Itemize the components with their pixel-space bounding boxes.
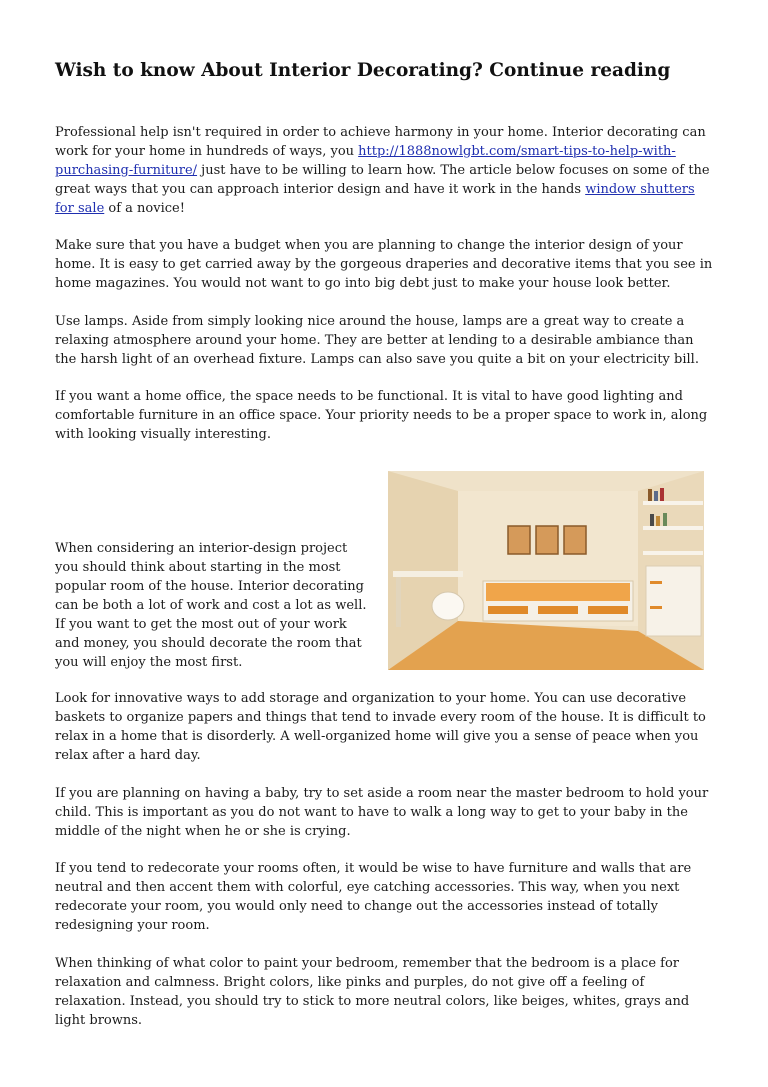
paragraph-home-office: If you want a home office, the space needs to be functional. It is vital to have good lighting and comfortable furniture in an office space. Your priority needs to be a proper space to work in, along with looking visually interesting. [55, 389, 708, 442]
article-title: Wish to know About Interior Decorating? Continue reading [55, 60, 671, 81]
paragraph-popular-room: When considering an interior-design project you should think about starting in the most popular room of the house. Interior decorating can be both a lot of work and cost a lot as well. If you want to get the most out of your work and money, you should decorate the room that you will enjoy the most first. [55, 541, 367, 670]
paragraph-baby-room: If you are planning on having a baby, try to set aside a room near the master bedroom to hold your child. This is important as you do not want to have to walk a long way to get to your baby in the middle of the night when he or she is crying. [55, 786, 709, 839]
furniture-tips-link[interactable]: http://1888nowlgbt.com/smart-tips-to-help-with-purchasing-furniture/ [55, 144, 676, 178]
intro-text-2: just have to be willing to learn how. The article below focuses on some of the great ways that you can approach interior design and have it work in the hands [55, 163, 710, 197]
paragraph-storage: Look for innovative ways to add storage and organization to your home. You can use decorative baskets to organize papers and things that tend to invade every room of the house. It is difficult to relax in a home that is disorderly. A well-organized home will give you a sense of peace when you relax after a hard day. [55, 691, 706, 763]
intro-text-1: Professional help isn't required in order to achieve harmony in your home. Interior decorating can work for your home in hundreds of ways, you [55, 125, 706, 159]
paragraph-bedroom-color: When thinking of what color to paint your bedroom, remember that the bedroom is a place for relaxation and calmness. Bright colors, like pinks and purples, do not give off a feeling of relaxation. Instead, you should try to stick to more neutral colors, like beiges, whites, grays and light browns. [55, 956, 690, 1028]
intro-text-3: of a novice! [104, 201, 185, 216]
intro-paragraph [55, 123, 713, 218]
paragraph-lamps: Use lamps. Aside from simply looking nice around the house, lamps are a great way to create a relaxing atmosphere around your home. They are better at lending to a desirable ambiance than the harsh light of an overhead fixture. Lamps can also save you quite a bit on your electricity bill. [55, 314, 699, 367]
bedroom-photo [388, 471, 704, 670]
paragraph-neutral-furniture: If you tend to redecorate your rooms often, it would be wise to have furniture and walls that are neutral and then accent them with colorful, eye catching accessories. This way, when you next redecorate your room, you would only need to change out the accessories instead of totally redesigning your room. [55, 861, 692, 933]
paragraph-budget: Make sure that you have a budget when you are planning to change the interior design of your home. It is easy to get carried away by the gorgeous draperies and decorative items that you see in home magazines. You would not want to go into big debt just to make your house look better. [55, 238, 713, 291]
window-shutters-link[interactable]: window shutters for sale [55, 182, 695, 216]
